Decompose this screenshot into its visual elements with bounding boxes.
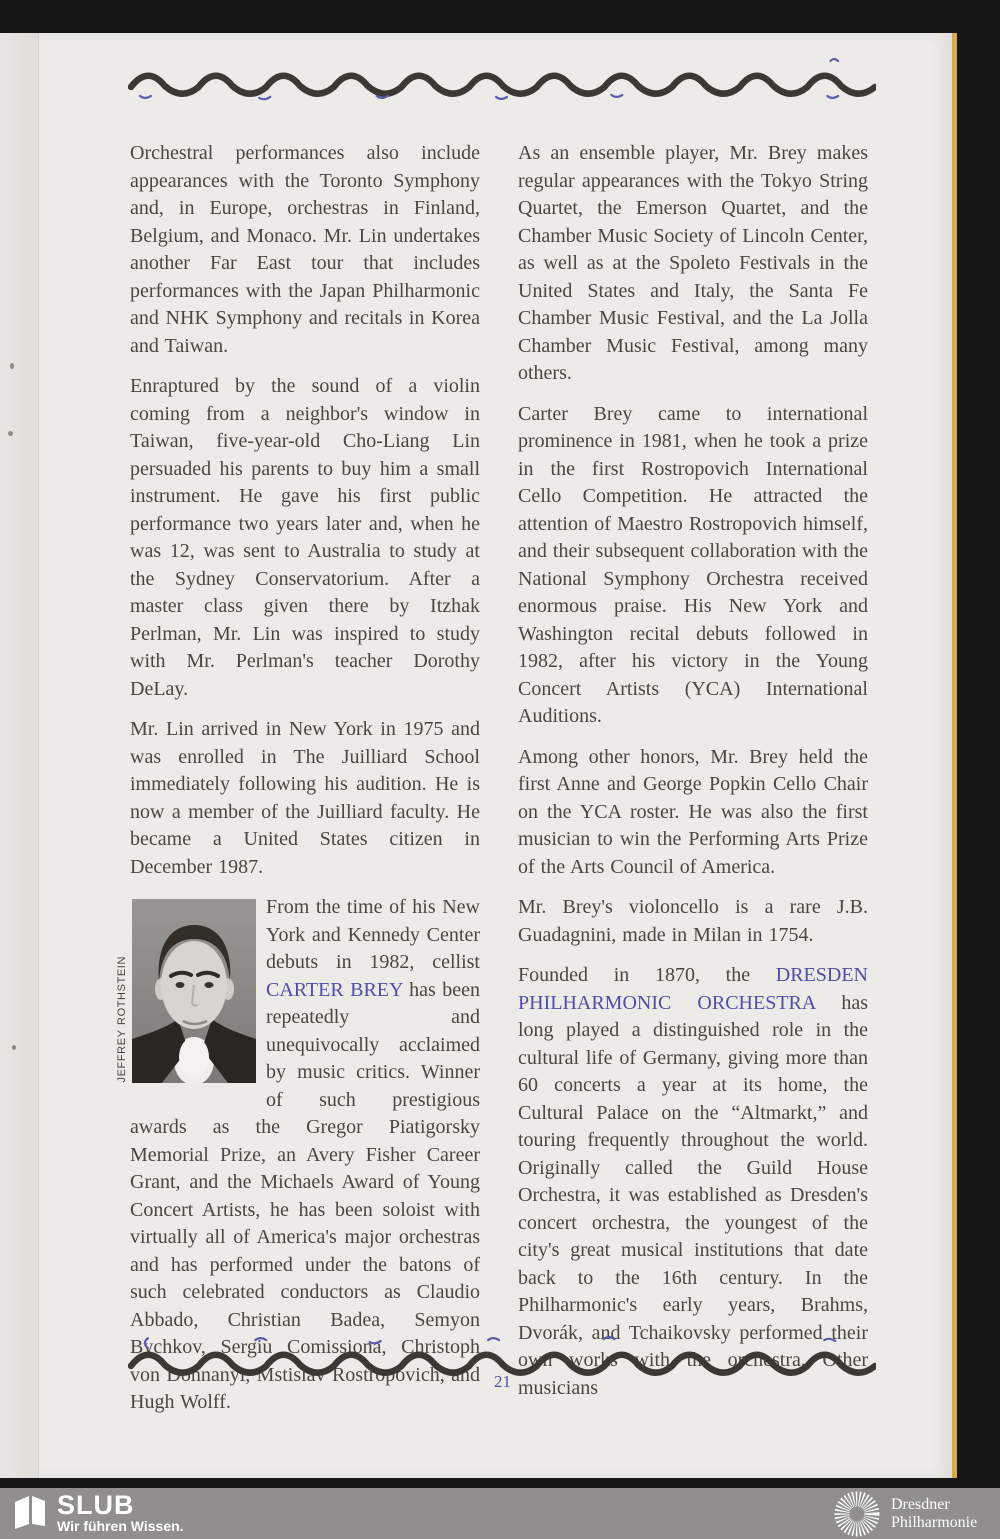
- body-text: Orchestral performances also include appearances with the Toronto Symphony and, in Europe, orchestras in Finland, Belgium, and Monaco. Mr. Lin undertakes another Far East tour that includes performances with the Japan Philharmonic and NHK Symphony and recitals in Korea and Taiwan.: [130, 142, 480, 357]
- accent-name-text: CARTER BREY: [266, 978, 403, 1001]
- body-text: Founded in 1870, the: [518, 964, 776, 986]
- text-columns: [116, 140, 868, 1430]
- paragraph: [130, 373, 480, 703]
- body-text: Mr. Lin arrived in New York in 1975 and was enrolled in The Juilliard School immediately following his audition. He is now a member of the Juilliard faculty. He became a United States citizen in December 1987.: [130, 718, 480, 878]
- right-column: [518, 140, 868, 1430]
- paragraph: [518, 894, 868, 949]
- body-text: From the time of his New York and Kennedy Center debuts in 1982, cellist: [266, 896, 480, 973]
- body-text: has long played a distinguished role in the cultural life of Germany, giving more than 60 concerts a year at its home, the Cultural Palace on the “Altmarkt,” and touring frequently throughout the world. Originally called the Guild House Orchestra, it was established as Dresden's concert orchestra, the youngest of the city's great musical institutions that date back to the 16th century. In the Philharmonic's early years, Brahms, Dvorák, and Tchaikovsky performed their own works with the orchestra. Other musicians: [518, 991, 868, 1399]
- slub-tagline: Wir führen Wissen.: [57, 1518, 184, 1534]
- left-column: [116, 140, 481, 1430]
- decorative-wave-top: [128, 55, 876, 107]
- photo-figure: [114, 899, 256, 1083]
- body-text: Among other honors, Mr. Brey held the first Anne and George Popkin Cello Chair on the YCA roster. He was also the first musician to win the Performing Arts Prize of the Arts Council of America.: [518, 745, 868, 878]
- carter-brey-photo: [132, 899, 256, 1083]
- library-footer-bar: [0, 1488, 1000, 1539]
- paragraph: [518, 744, 868, 882]
- body-text: Enraptured by the sound of a violin coming from a neighbor's window in Taiwan, five-year-old Cho-Liang Lin persuaded his parents to buy him a small instrument. He gave his first public performance two years later and, when he was 12, was sent to Australia to study at the Sydney Conservatorium. After a master class given there by Itzhak Perlman, Mr. Lin was inspired to study with Mr. Perlman's teacher Dorothy DeLay.: [130, 375, 480, 700]
- page-fold-margin: [0, 33, 39, 1478]
- dresdner-philharmonie-logo[interactable]: [833, 1490, 977, 1538]
- body-text: Carter Brey came to international prominence in 1981, when he took a prize in the first Rostropovich International Cello Competition. He attracted the attention of Maestro Rostropovich himself, and their subsequent collaboration with the National Symphony Orchestra received enormous praise. His New York and Washington recital debuts followed in 1982, after his victory in the Young Concert Artists (YCA) International Auditions.: [518, 402, 868, 727]
- paragraph: [130, 716, 480, 881]
- page-number: 21: [494, 1372, 511, 1391]
- slub-logo[interactable]: [12, 1492, 184, 1535]
- slub-name: SLUB: [57, 1490, 135, 1520]
- partner-name-line2: Philharmonie: [891, 1514, 978, 1531]
- photo-credit: [114, 899, 132, 1083]
- accent-name-text: DRESDEN PHILHARMONIC ORCHESTRA: [518, 964, 868, 1014]
- paragraph: [130, 140, 480, 360]
- body-text: Mr. Brey's violoncello is a rare J.B. Guadagnini, made in Milan in 1754.: [518, 896, 868, 946]
- scanned-page: [0, 33, 952, 1478]
- paper-speck: [8, 431, 13, 436]
- page-gilt-edge: [952, 33, 957, 1478]
- paragraph: [518, 401, 868, 731]
- photo-credit-text: JEFFREY ROTHSTEIN: [116, 956, 129, 1083]
- paragraph: [518, 140, 868, 388]
- starburst-icon: [833, 1490, 881, 1538]
- body-text: has been repeatedly and unequivocally acclaimed by music critics. Winner of such prestigious awards as the Gregor Piatigorsky Memorial Prize, an Avery Fisher Career Grant, and the Michaels Award of Young Concert Artists, he has been soloist with virtually all of America's major orchestras and has performed under the batons of such celebrated conductors as Claudio Abbado, Christian Badea, Semyon Bychkov, Sergiu Comissiona, Christoph von Dohnanyi, Mstislav Rostropovich, and Hugh Wolff.: [130, 978, 481, 1413]
- slub-book-icon: [12, 1492, 48, 1530]
- paper-speck: [10, 363, 14, 369]
- paper-speck: [12, 1045, 16, 1050]
- partner-name-line1: Dresdner: [891, 1496, 950, 1513]
- body-text: As an ensemble player, Mr. Brey makes regular appearances with the Tokyo String Quartet, the Emerson Quartet, and the Chamber Music Society of Lincoln Center, as well as at the Spoleto Festivals in the United States and Italy, the Santa Fe Chamber Music Festival, and the La Jolla Chamber Music Festival, among many others.: [518, 142, 868, 384]
